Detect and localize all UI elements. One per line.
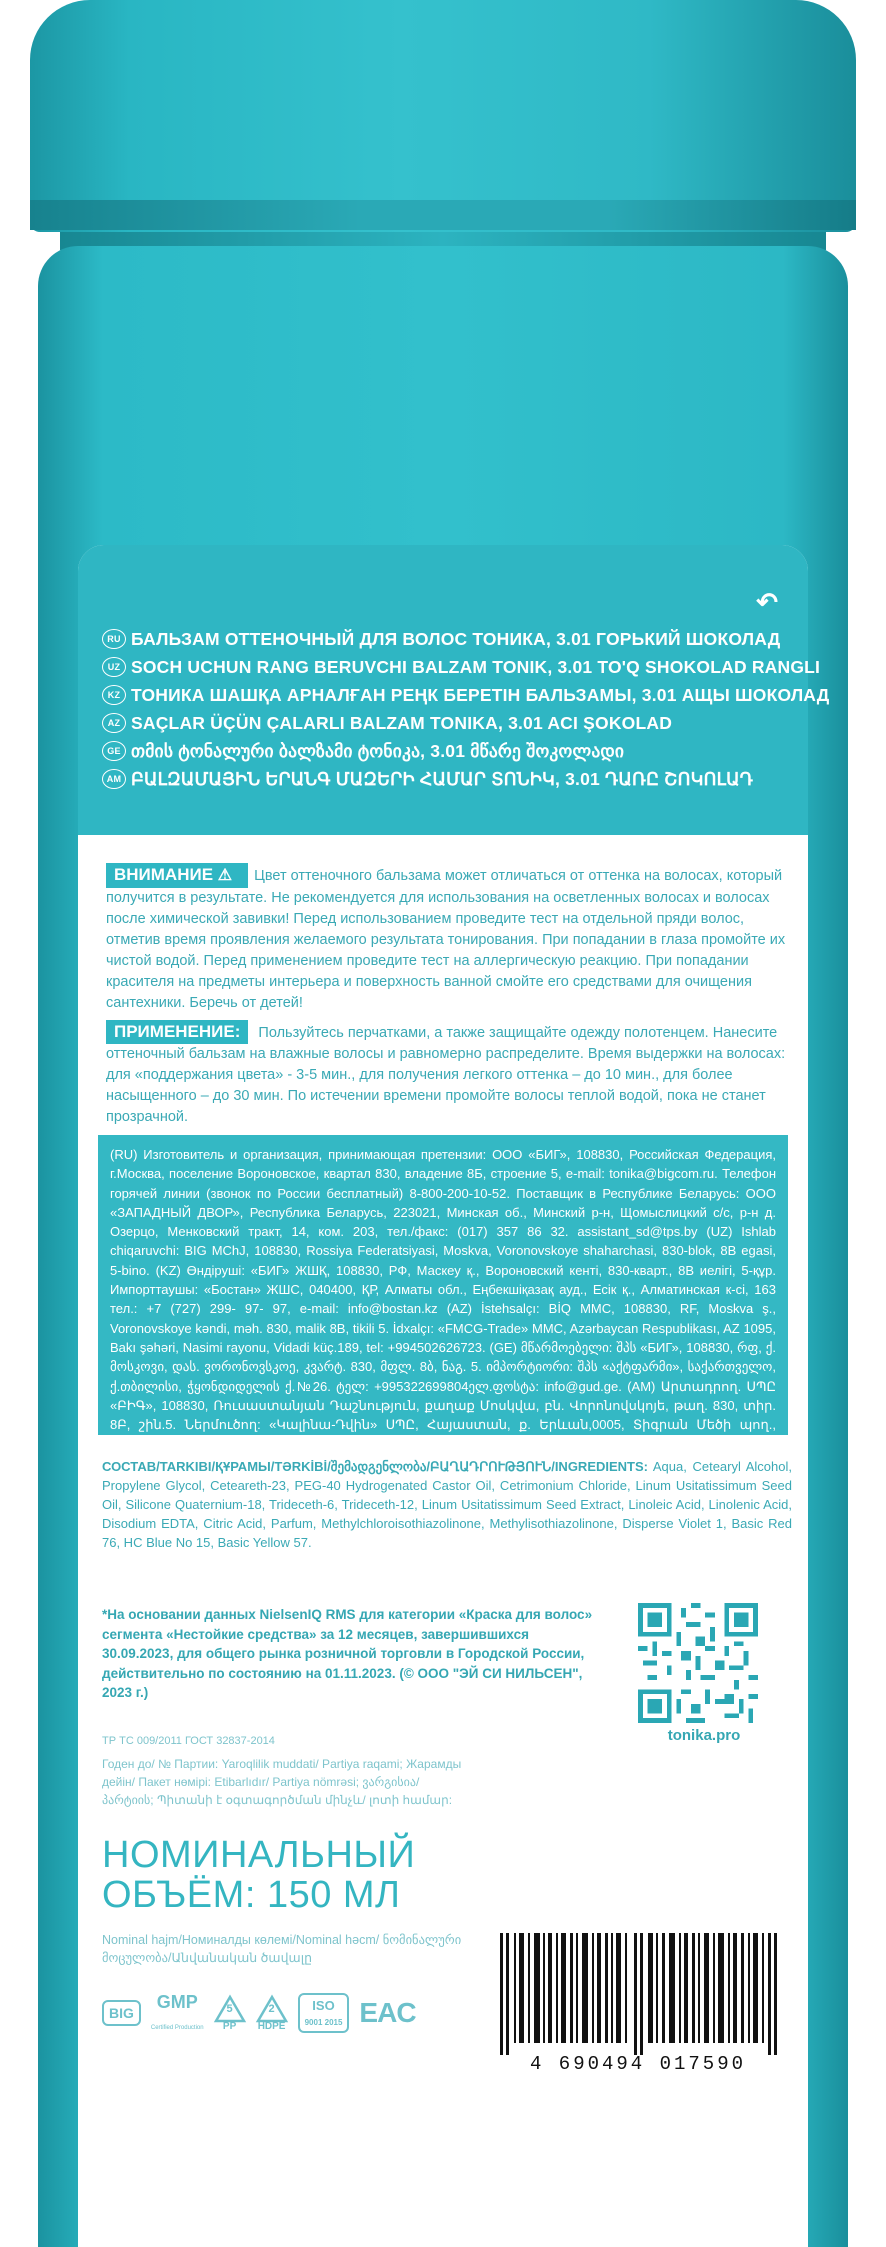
title-ru: RU БАЛЬЗАМ ОТТЕНОЧНЫЙ ДЛЯ ВОЛОС ТОНИКА, 3.01 ГОРЬКИЙ ШОКОЛАД xyxy=(102,625,792,653)
recycle-hdpe-icon: 2 HDPE xyxy=(256,1995,288,2032)
nominal-volume-translations: Nominal hajm/Номиналды көлемі/Nominal həcm/ ნომინალური მოცულობა/Անվանական ծավալը xyxy=(102,1933,462,1965)
website: tonika.pro xyxy=(667,1727,741,1744)
title-am: AM ԲԱԼԶԱՄԱՅԻՆ ԵՐԱՆԳ ՄԱԶԵՐԻ ՀԱՄԱՐ ՏՈՆԻԿ, 3.01 ԴԱՌԸ ՇՈԿՈԼԱԴ xyxy=(102,765,792,793)
standards: ТР ТС 009/2011 ГОСТ 32837-2014 xyxy=(102,1735,275,1747)
barcode-number: 4 690494 017590 xyxy=(529,2053,747,2075)
warning-section xyxy=(106,863,788,1014)
application-section xyxy=(106,1020,788,1128)
application-text: Пользуйтесь перчатками, а также защищайте одежду полотенцем. Нанесите оттеночный бальзам на влажные волосы и равномерно распределите. Время выдержки на волосах: для «поддержания цвета» - 3-5 мин., для получения легкого оттенка – до 10 мин., для более насыщенного – до 30 мин. По истечении времени промойте волосы теплой водой, пока не станет прозрачной. xyxy=(106,1025,786,1125)
application-tag: ПРИМЕНЕНИЕ: xyxy=(106,1020,248,1044)
warning-tag: ВНИМАНИЕ ⚠ xyxy=(106,863,248,888)
qr-code xyxy=(638,1603,758,1723)
ingredients xyxy=(102,1457,792,1552)
gmp-icon: GMP Certified Production xyxy=(150,1992,204,2031)
ingredients-heading: СОСТАВ/TARKIBI/ҚҰРАМЫ/TƏRKİBİ/შემადგენლობა/ԲԱՂԱԴՐՈՒԹՅՈՒՆ/INGREDIENTS: xyxy=(102,1459,648,1474)
nominal-volume: НОМИНАЛЬНЫЙ ОБЪЁМ: 150 МЛ xyxy=(102,1834,416,1916)
title-ge: GE თმის ტონალური ბალზამი ტონიკა, 3.01 მწარე შოკოლადი xyxy=(102,737,792,765)
product-titles xyxy=(102,625,830,793)
product-label xyxy=(78,545,830,2247)
warning-triangle-icon: ⚠ xyxy=(217,867,233,884)
recycle-pp-icon: 5 PP xyxy=(214,1995,246,2032)
title-az: AZ SAÇLAR ÜÇÜN ÇALARLI BALZAM TONIKA, 3.01 ACI ŞOKOLAD xyxy=(102,709,792,737)
label-title-panel xyxy=(78,545,830,835)
bottle-cap xyxy=(30,0,856,232)
ingredients-list: Aqua, Cetearyl Alcohol, Propylene Glycol, Ceteareth-23, PEG-40 Hydrogenated Castor Oil, Cetrimonium Chloride, Linum Usitatissimum Seed Oil, Silicone Quaternium-18, Trideceth-6, Trideceth-12, Linum Usitatissimum Seed Extract, Linoleic Acid, Linolenic Acid, Disodium EDTA, Citric Acid, Parfum, Methylchloroisothiazolinone, Methylisothiazolinone, Disperse Violet 1, Basic Red 76, HC Blue No 15, Basic Yellow 57. xyxy=(102,1459,792,1550)
certification-marks xyxy=(102,1983,472,2043)
big-logo-icon: BIG xyxy=(102,2000,141,2026)
cap-rim xyxy=(30,200,856,230)
iso-icon: ISO 9001 2015 xyxy=(298,1993,350,2033)
undo-arrow-icon: ↶ xyxy=(756,587,778,617)
eac-icon: EAC xyxy=(359,1997,416,2028)
expiry-lot-info: Годен до/ № Партии: Yaroqlilik muddati/ Partiya raqami; Жарамды дейін/ Пакет нөмірі: Etibarlıdır/ Partiya nömrəsi; ვარგისია/ პარტიის; Պիտանի է օգտագործման մինչև/ լոտի համար: xyxy=(102,1757,462,1807)
manufacturer-info: (RU) Изготовитель и организация, принимающая претензии: ООО «БИГ», 108830, Российская Федерация, г.Москва, поселение Вороновское, квартал 830, владение 8Б, строение 5, e-mail: tonika@bigcom.ru. Телефон горячей линии (звонок по России бесплатный) 8-800-200-10-52. Поставщик в Республике Беларусь: ООО «ЗАПАДНЫЙ ДВОР», Республика Беларусь, 223021, Минская об., Минский р-н, Щомыслицкий с/с, р-н д. Озерцо, Менковский тракт, 14, ком. 203, тел./факс: (017) 357 86 32. assistant_sd@tps.by (UZ) Ishlab chiqaruvchi: BIG MChJ, 108830, Rossiya Federatsiyasi, Moskva, Voronovskoye shaharchasi, 830-blok, 8B egasi, 5-bino. (KZ) Өндіруші: «БИГ» ЖШҚ, 108830, РФ, Маскеу қ., Вороновский кенті, 830-кварт., 8В иелігі, 5-құр. Импорттаушы: «Бостан» ЖШС, 040400, ҚР, Алматы обл., Еңбекшіқазақ ауд., Есік қ., Алматинская к-сі, 163 тел.: +7 (727) 299- 97- 97, e-mail: info@bostan.kz (AZ) İstehsalçı: BİQ MMC, 108830, RF, Moskva ş., Voronovskoye kəndi, məh. 830, malik 8B, tikili 5. İdxalçı: «FMCG-Trade» MMC, Azərbaycan Respublikası, AZ 1095, Bakı şəhəri, Nasimi rayonu, Vidadi küç.189, tel: +994502626723. (GE) მწარმოებელი: შპს «БИГ», 108830, რფ, ქ. მოსკოვი, დას. ვორონოვსკოე, კვარტ. 830, მფლ. 8ბ, ნაგ. 5. იმპორტიორი: შპს «აქტფარმი», საქართველო, ქ.თბილისი, ჭყონდიდელის ქ.№26. ტელ: +995322699804ელ.ფოსტა: info@gud.ge. (AM) Արտադրող. ՍՊԸ «ԲԻԳ», 108830, Ռուսաստանյան Դաշնություն, քաղաք Մոսկվա, բն. Վորոնովսկոյե, թաղ. 830, տիր. 8Բ, շին.5. Ներմուծող: «Կալինա-Դվին» ՍՊԸ, Հայաստան, ք. Երևան,0005, Տիգրան Մեծի պող., նրբ.-50,հեռ.+(374)10-55-70-76, e-mail: kalina.dvin@mail.ru. xyxy=(98,1135,788,1435)
nielsen-claim: *На основании данных NielsenIQ RMS для категории «Краска для волос» сегмента «Нестойкие средства» за 12 месяцев, завершившихся 30.09.2023, для общего рынка розничной торговли в Городской России, действительно по состоянию на 01.11.2023. (© ООО "ЭЙ СИ НИЛЬСЕН", 2023 г.) xyxy=(102,1607,593,1700)
warning-text: Цвет оттеночного бальзама может отличаться от оттенка на волосах, который получится в результате. Не рекомендуется для использования на осветленных волосах и волосах после химической завивки! Перед использованием проведите тест на отдельной пряди волос, отметив время проявления желаемого результата тонирования. При попадании в глаза промойте их чистой водой. Перед применением проведите тест на аллергическую реакцию. При попадании красителя на предметы интерьера и поверхность ванной смойте его средствами для очищения сантехники. Беречь от детей! xyxy=(106,868,786,1011)
title-uz: UZ SOCH UCHUN RANG BERUVCHI BALZAM TONIK, 3.01 TO'Q SHOKOLAD RANGLI xyxy=(102,653,792,681)
title-kz: KZ ТОНИКА ШАШҚА АРНАЛҒАН РЕҢК БЕРЕТІН БАЛЬЗАМЫ, 3.01 АЩЫ ШОКОЛАД xyxy=(102,681,792,709)
